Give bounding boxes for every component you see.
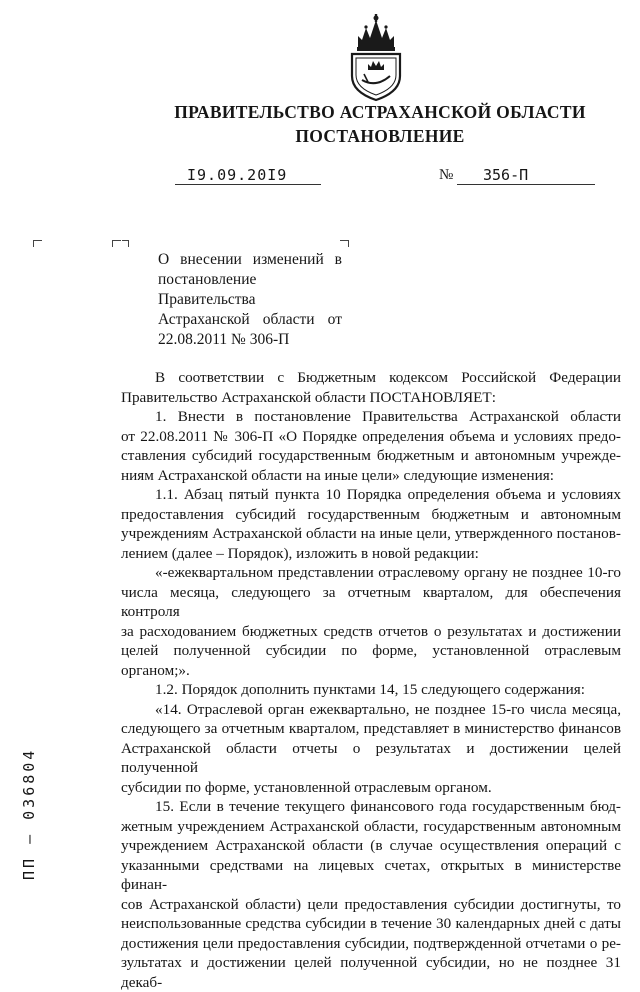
body-line: ниям Астраханской области на иные цели» следующие изменения: xyxy=(121,466,554,484)
body-line: сов Астраханской области) цели предоставления субсидии достигнуты, то xyxy=(121,895,621,913)
document-number: 356-П xyxy=(457,166,595,185)
body-line: учреждением Астраханской области (в случае осуществления операций с xyxy=(121,837,621,854)
body-line: В соответствии с Бюджетным кодексом Российской Федерации xyxy=(155,369,621,386)
document-date: I9.09.20I9 xyxy=(175,166,321,185)
body-line: 1.1. Абзац пятый пункта 10 Порядка определения объема и условиях xyxy=(155,486,621,503)
body-line: от 22.08.2011 № 306-П «О Порядке определения объема и условиях предо- xyxy=(121,427,621,445)
document-body xyxy=(121,368,621,992)
corner-mark-subject-left-inner xyxy=(122,240,129,247)
body-line: неиспользованные средства субсидии в течение 30 календарных дней с даты xyxy=(121,915,621,932)
body-line: 15. Если в течение текущего финансового года государственным бюд- xyxy=(155,798,621,815)
body-line: за расходованием бюджетных средств отчетов о результатах и достижении xyxy=(121,622,621,640)
corner-mark-left xyxy=(33,240,42,247)
body-line: предоставления субсидий государственным бюджетным и автономным xyxy=(121,505,621,523)
body-line: Астраханской области отчеты о результатах и достижении целей полученной xyxy=(121,739,621,776)
organization-title: ПРАВИТЕЛЬСТВО АСТРАХАНСКОЙ ОБЛАСТИ xyxy=(174,102,586,122)
body-line: указанными средствами на лицевых счетах, открытых в министерстве финан- xyxy=(121,856,621,893)
body-line: 1.2. Порядок дополнить пунктами 14, 15 следующего содержания: xyxy=(155,681,586,698)
form-serial-number: ПП – 036804 xyxy=(20,747,38,880)
body-line: «14. Отраслевой орган ежеквартально, не позднее 15-го числа месяца, xyxy=(155,700,621,718)
body-line: учреждениям Астраханской области на иные цели, утвержденного постанов- xyxy=(121,525,621,542)
body-line: лением (далее – Порядок), изложить в новой редакции: xyxy=(121,544,479,562)
coat-of-arms-emblem xyxy=(344,14,408,102)
body-line: числа месяца, следующего за отчетным кварталом, для обеспечения контроля xyxy=(121,583,621,620)
corner-mark-subject-left xyxy=(112,240,121,247)
body-line: 1. Внести в постановление Правительства Астраханской области xyxy=(155,408,621,425)
body-line: достижения цели предоставления субсидии, подтвержденной отчетами о ре- xyxy=(121,934,621,952)
body-line: зультатах и достижении целей полученной субсидии, но не позднее 31 декаб- xyxy=(121,954,621,991)
document-subject: О внесении изменений в постановление Правительства Астраханской области от 22.08.2011 № 306-П xyxy=(158,251,342,348)
corner-mark-subject-right xyxy=(340,240,349,247)
number-sign: № xyxy=(439,167,454,183)
body-line: целей полученной субсидии по форме, установленной отраслевым органом;». xyxy=(121,642,621,679)
body-line: «-ежеквартальном представлении отраслевому органу не позднее 10-го xyxy=(155,564,621,581)
body-line: следующего за отчетным кварталом, представляет в министерство финансов xyxy=(121,720,621,737)
body-line: жетным учреждением Астраханской области, государственным автономным xyxy=(121,817,621,835)
body-line: субсидии по форме, установленной отраслевым органом. xyxy=(121,778,492,796)
body-line: Правительство Астраханской области ПОСТАНОВЛЯЕТ: xyxy=(121,388,496,406)
document-kind-title: ПОСТАНОВЛЕНИЕ xyxy=(295,126,465,146)
body-line: ставления субсидий государственным бюджетным и автономным учрежде- xyxy=(121,447,621,464)
